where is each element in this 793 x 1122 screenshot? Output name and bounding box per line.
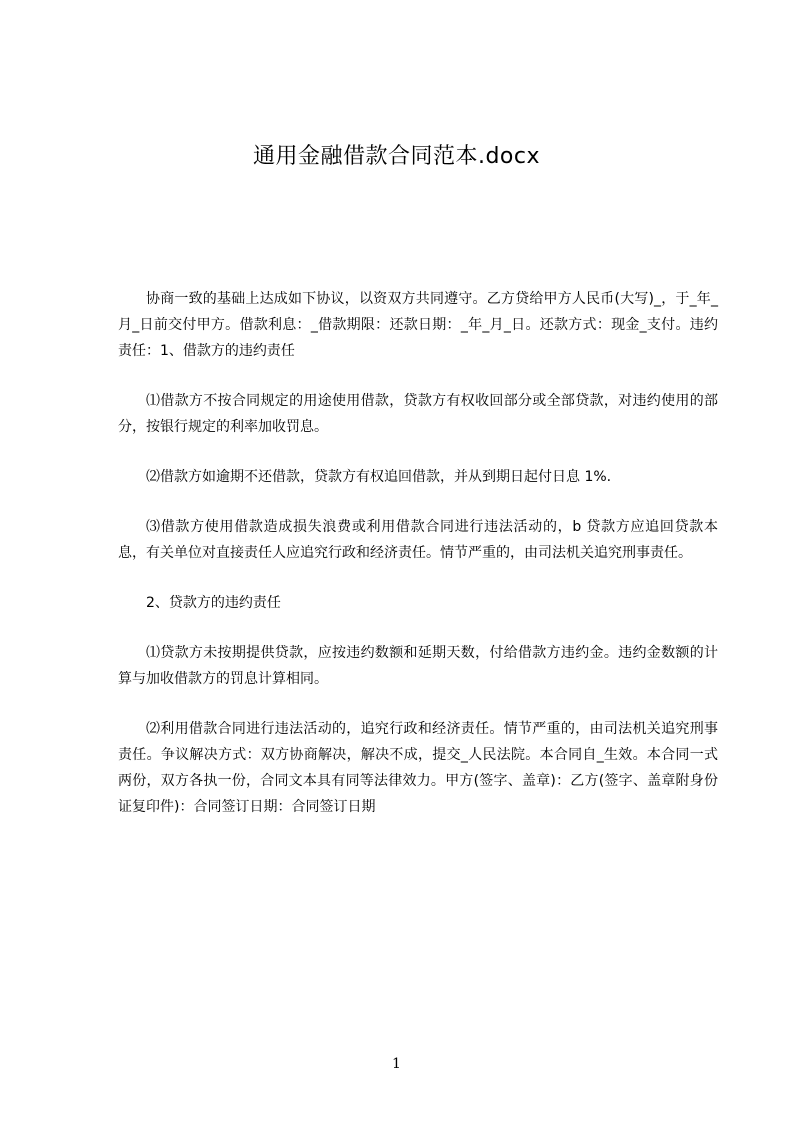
paragraph-lender-clause-2: ⑵利用借款合同进行违法活动的，追究行政和经济责任。情节严重的，由司法机关追究刑事责任。争议解决方式：双方协商解决，解决不成，提交_人民法院。本合同自_生效。本合同一式两份，双方各执一份，合同文本具有同等法律效力。甲方(签字、盖章)：乙方(签字、盖章附身份证复印件)：合同签订日期：合同签订日期 [118, 721, 718, 815]
document-body [118, 286, 718, 844]
paragraph-agreement: 协商一致的基础上达成如下协议，以资双方共同遵守。乙方贷给甲方人民币(大写)_，于_年_月_日前交付甲方。借款利息：_借款期限：还款日期：_年_月_日。还款方式：现金_支付。违约责任：1、借款方的违约责任 [118, 291, 718, 359]
paragraph-lender-heading: 2、贷款方的违约责任 [146, 595, 281, 611]
paragraph-borrower-clause-1: ⑴借款方不按合同规定的用途使用借款，贷款方有权收回部分或全部贷款，对违约使用的部分，按银行规定的利率加收罚息。 [118, 393, 718, 435]
paragraph-borrower-clause-3: ⑶借款方使用借款造成损失浪费或利用借款合同进行违法活动的，b 贷款方应追回贷款本息，有关单位对直接责任人应追究行政和经济责任。情节严重的，由司法机关追究刑事责任。 [118, 519, 718, 561]
paragraph-borrower-clause-2: ⑵借款方如逾期不还借款，贷款方有权追回借款，并从到期日起付日息 1%. [146, 469, 612, 485]
paragraph-lender-clause-1: ⑴贷款方未按期提供贷款，应按违约数额和延期天数，付给借款方违约金。违约金数额的计算与加收借款方的罚息计算相同。 [118, 645, 718, 687]
document-title: 通用金融借款合同范本.docx [252, 144, 541, 169]
page-number: 1 [392, 1056, 401, 1072]
